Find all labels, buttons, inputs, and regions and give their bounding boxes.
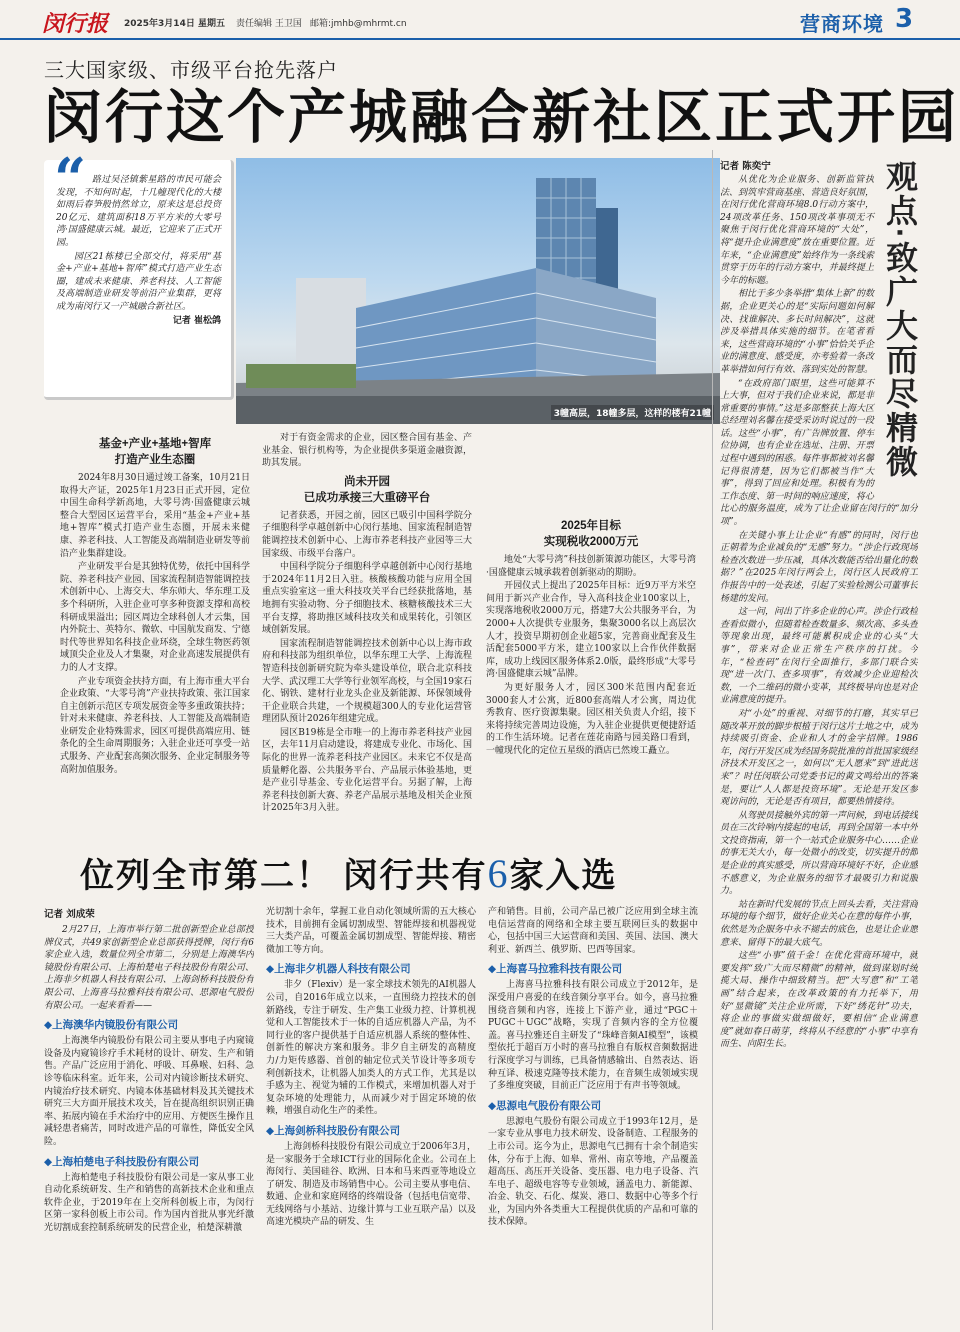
opinion-para: 这些“小事”值千金！在优化营商环境中，就要发挥“致广大而尽精微”的精神，做到谋划时统揽大局、操作中细致精当。把“大写意”和“工笔画”结合起来，在改革政策的有力托举下，用好“显微镜”关注企业所需，下好“绣花针”功夫，将企业的事做实做细做好，要相信“企业满意度”就如春日萌芽，终将从不经意的“小事”中享有而生、向阳生长。 — [720, 951, 918, 1050]
opinion-byline: 记者 陈奕宁 — [720, 161, 771, 172]
company-text: 上海柏楚电子科技股份有限公司是一家从事工业自动化系统研发、生产和销售的高新技术企业和重点软件企业，于2019年在上交所科创板上市，为闵行区第一家科创板上市公司。作为国内首批从事光纤激光切割成套控制系统研发的民营企业，柏楚深耕激 — [44, 1172, 254, 1233]
quote-icon: “ — [54, 146, 87, 212]
diamond-icon: ◆ — [266, 963, 275, 976]
company-text: 上海澳华内镜股份有限公司主要从事电子内窥镜设备及内窥镜诊疗手术耗材的设计、研发、生产和销售。产品广泛应用于消化、呼吸、耳鼻喉、妇科、急诊等临床科室。近年来，公司对内镜诊断技术研究、内镜治疗技术研究、内镜本体基础材料及其关键技术研究三大方面开展技术攻关，旨在提高组织识别正确率、拓展内镜在手术治疗中的应用、方便医生操作且减轻患者痛苦，同时改进产品的可靠性，降低安全风险。 — [44, 1036, 254, 1147]
story1-col1 — [60, 432, 250, 852]
diamond-icon: ◆ — [44, 1019, 53, 1032]
diamond-icon: ◆ — [488, 963, 497, 976]
story1-col2 — [262, 432, 472, 852]
body-para: 开园仪式上提出了2025年目标：近9万平方米空间用于新兴产业合作，导入高科技企业100家以上，实现落地税收2000万元，搭建7大公共服务平台，为2000+人次提供专业服务，集聚3000名以上高层次人才，投资早期初创企业超5家，完善商业配套及生活配套5000平方米，建立100家以上合作伙伴数据库，成功上线园区服务体系2.0版，最终形成“大零号湾·国盛健康云城”品牌。 — [486, 581, 696, 680]
lead-para: 路过吴泾镇紫星路的市民可能会发现，不知何时起，十几幢现代化的大楼如雨后春笋般悄然耸立，原来这是总投资20亿元、建筑面积18万平方米的大零号湾·国盛健康云城。最近，它迎来了正式开园。 — [56, 175, 221, 248]
story2-headline — [80, 852, 617, 898]
opinion-divider — [712, 150, 713, 1330]
col1-subhead: 基金+产业+基地+智库 打造产业生态圈 — [98, 438, 212, 466]
col2-subhead: 尚未开园 已成功承接三大重磅平台 — [303, 475, 431, 504]
story1-col3 — [486, 432, 696, 852]
story2-col3 — [488, 906, 698, 1332]
body-para: 国家流程制造智能调控技术创新中心以上海市政府和科技部为组织单位，以华东理工大学、上海流程智造科技创新研究院为牵头建设单位，联合北京科技大学、武汉理工大学等行业领军高校，与全国19家石化、钢铁、建材行业龙头企业及新能源、环保领域骨干企业联合共建，一个规模超300人的专业化运营管理团队预计2026年组建完成。 — [262, 638, 472, 725]
company-text: 上海喜马拉雅科技有限公司成立于2012年，是深受用户喜爱的在线音频分享平台。如今，喜马拉雅围绕音频和内容，连接上下游产业，通过“PGC＋PUGC＋UGC”战略，实现了音频内容的全方位覆盖。喜马拉雅还自主研发了“珠峰音频AI模型”，该模型依托于超百万小时的喜马拉雅自有版权音频数据进行深度学习与训练，已具备情感输出、自然表达、语种互译、极速克隆等技术能力，在音频生成领域实现了多维度突破，目前正广泛应用于有声书等领域。 — [488, 980, 698, 1092]
opinion-para: 在关键小事上让企业“有感”的同时，闵行也正朝着为企业减负的“无感”努力。“涉企行政现场检查次数进一步压减，具体次数能否给出量化的数据？”在2025年闵行两会上，闵行区人民政府工作报告中的一处表述，引起了实验检测公司董事长杨建的发问。 — [720, 530, 918, 604]
company-title: ◆上海喜马拉雅科技有限公司 — [488, 963, 623, 976]
masthead — [0, 0, 960, 40]
story1-headline: 闵行这个产城融合新社区正式开园 — [44, 85, 960, 150]
company-text: 思源电气股份有限公司成立于1993年12月，是一家专业从事电力技术研发、设备制造、工程服务的上市公司。迄今为止，思源电气已拥有十余个制造实体，分布于上海、如皋、常州、南京等地，产品覆盖超高压、高压开关设备、变压器、电力电子设备、汽车电子、超级电容等专业领域，涵盖电力、新能源、冶金、轨交、石化、煤炭、港口、数据中心等多个行业，为国内外各类重大工程提供优质的产品和可靠的技术保障。 — [488, 1116, 698, 1228]
company-text: 上海剑桥科技股份有限公司成立于2006年3月，是一家服务于全球ICT行业的国际化企业。公司在上海闵行、美国硅谷、欧洲、日本和马来西亚等地设立了研发、制造及市场销售中心。公司主要从事电信、数通、企业和家庭网络的终端设备（包括电信宽带、无线网络与小基站、边缘计算与工业互联产品）以及高速光模块产品的研发、生 — [266, 1141, 476, 1228]
company-title: ◆上海柏楚电子科技股份有限公司 — [44, 1155, 200, 1168]
opinion-text — [720, 174, 918, 1330]
body-para: 园区B19栋是全市唯一的上海市养老科技产业园区，去年11月启动建设，将建成专业化、市场化、国际化的世界一流养老科技产业园区。未来它不仅是高质量孵化器、公共服务平台、产品展示体验基地，更是产业引导基金、专业化运营平台。另据了解，上海养老科技创新大赛、养老产品展示基地及相关企业预计2025年3月入驻。 — [262, 727, 472, 814]
body-para: 为更好服务人才，园区300米范围内配套近3000套人才公寓，近800套高端人才公寓，周边优秀教育、医疗资源集聚。园区相关负责人介绍，接下来将持续完善周边设施，为入驻企业提供更便捷舒适的工作生活环境。记者在莲花南路与园美路口看到，一幢现代化的定位五星级的酒店已然竣工矗立。 — [486, 682, 696, 756]
col3-subhead: 2025年目标 实现税收2000万元 — [543, 520, 639, 548]
body-para: 产业专项资金扶持方面，有上海市重大平台企业政策、“大零号湾”产业扶持政策、张江国家自主创新示范区专项发展资金等多重政策扶持；针对未来健康、养老科技、人工智能及高端制造业研发企业特殊需求，园区可提供高端应用、链条化的全生命周期服务；入驻企业还可享受一站式服务、产业配套高频次服务、企业定制服务等高附加值服务。 — [60, 676, 250, 775]
story2-intro: 2月27日，上海市举行第二批创新型企业总部授牌仪式，共49家创新型企业总部获得授牌，闵行有6家企业入选，数量位列全市第二，分别是上海澳华内镜股份有限公司、上海柏楚电子科技股份有限公司、上海非夕机器人科技有限公司、上海剑桥科技股份有限公司、上海喜马拉雅科技有限公司、思源电气股份有限公司。一起来看看—— — [44, 925, 254, 1011]
company-title: ◆上海剑桥科技股份有限公司 — [266, 1124, 401, 1137]
company-title: ◆上海澳华内镜股份有限公司 — [44, 1019, 179, 1032]
section-name: 营商环境 — [800, 12, 884, 36]
opinion-para: 从驾驶员接触外宾的第一声问候，到电话接线员在三次铃响内接起的电话，再到全国第一本中外文投资指南，第一个一站式企业服务中心……企业的事无关大小，每一处微小的改变，切实提升的都是企业的真实感受，所以营商环境好不好，企业感不感意义，为企业服务的细节才最吸引力和说服力。 — [720, 810, 918, 897]
opinion-para: 对“小处”的重视、对细节的打磨，其实早已随改革开放的脚步根植于闵行这片土地之中，成为持续吸引资金、企业和人才的金字招牌。1986年，闵行开发区成为经国务院批准的首批国家级经济技术开发区之一，如何以“无人愿来”到“进此送来”？时任闵联公司党委书记的黄文鸣给出的答案是，要让“人人都是投资环境”。无论是开发区参观访问的，无论是否有项目，都要热情接待。 — [720, 708, 918, 808]
opinion-title: 观点·致广大而尽精微 — [882, 160, 918, 479]
story2-headline-num: 6 — [487, 851, 510, 896]
body-para: 中国科学院分子细胞科学卓越创新中心闵行基地于2024年11月2日入驻。核酸核酸功能与应用全国重点实验室这一重大科技攻关平台已经获批落地，基地拥有实验动物、分子细胞技术、核糖核酸技术三大平台支撑，将助推区域科技攻关和成果转化，引领区域创新发展。 — [262, 562, 472, 636]
date-line: 2025年3月14日 星期五 — [124, 19, 225, 29]
email-line: 邮箱:jmhb@mhrmt.cn — [310, 19, 407, 29]
lead-box — [44, 146, 234, 400]
body-para: 产业研发平台是其独特优势，依托中国科学院、养老科技产业园、国家流程制造智能调控技术创新中心、上海交大、华东师大、华东理工及多个科研所，入驻企业可享多种资源支撑和高校科研成果溢出；园区周边全球科创人才云集，国内外院士、英特尔、微软、中国航发商发、宁德时代等世界知名科技企业环绕，全球生物医药领域顶尖企业及人才集聚，对企业高速发展提供有力的人才支撑。 — [60, 562, 250, 673]
paper-logo: 闵行报 — [42, 11, 109, 37]
company-text-cont: 光切割十余年，掌握工业自动化领域所需的五大核心技术，目前拥有金属切割成型、智能焊接和机器视觉三大类产品，可覆盖金属切割成型、智能焊接、精密微加工等方向。 — [266, 907, 476, 955]
company-text: 非夕（Flexiv）是一家全球技术领先的AI机器人公司，自2016年成立以来，一直围绕力控技术的创新路线，专注于研发、生产集工业级力控、计算机视觉和人工智能技术于一体的自适应机器人产品，为不同行业的客户提供基于自适应机器人系统的整体性、创新性的解决方案和服务。非夕自主研发的高精度力/力矩传感器、首创的轴定位式关节设计等多项专利创新技术，让机器人加类人的方式工作，尤其是以手感为主、视觉为辅的工作模式，来增加机器人对于复杂环境的处理能力，从而减少对于固定环境的依赖，增强自动化生产的柔性。 — [266, 980, 476, 1117]
diamond-icon: ◆ — [266, 1124, 275, 1137]
story2-byline: 记者 刘成荣 — [44, 909, 95, 920]
building-illustration — [236, 158, 720, 424]
opinion-para: 站在新时代发展的节点上回头去看，关注营商环境的每个细节，做好企业关心在意的每件小事，依然是为企服务中永不褪去的底色，也是让企业愿意来、留得下的最大底气。 — [720, 899, 918, 948]
page-number: 3 — [895, 4, 914, 34]
editor-line: 责任编辑 王卫国 — [236, 19, 302, 29]
diamond-icon: ◆ — [488, 1099, 497, 1112]
story2-headline-pre: 位列全市第二！ 闵行共有 — [80, 857, 488, 895]
park-photo — [236, 158, 720, 424]
company-text-cont: 产和销售。目前，公司产品已被广泛应用到全球主流电信运营商的网络和全球主要互联网巨头的数据中心，包括中国三大运营商和美国、英国、法国、澳大利亚、新西兰、俄罗斯、巴西等国家。 — [488, 907, 698, 955]
opinion-para: 这一问，问出了许多企业的心声。涉企行政检查看似微小，但随着检查数量多、频次高、多头查等现象出现，最终可能累积成企业的心头“大事”，带来对企业正常生产秩序的打扰。今年，“检查码”在闵行全面推行，多部门联合实现“进一次门、查多项事”，有效减少企业迎检次数，一个二维码的微小变革，其终极导向也是对企业满意度的提升。 — [720, 607, 918, 706]
story2-headline-post: 家入选 — [509, 857, 618, 895]
story2-col2 — [266, 906, 476, 1332]
opinion-para: 相比于多少条举措“集体上新”的数据，企业更关心的是“实际问题如何解决、找谁解决、多长时间解决”，这就涉及举措具体实施的细节。在笔者看来，这些营商环境的“小事”恰恰关乎企业的满意度、感受度，亦考验着一条改革举措如何行有效、落到实处的智慧。 — [720, 289, 874, 375]
opinion-para: “在政府部门眼里，这些可能算不上大事，但对于我们企业来说，都是非常重要的事情。”这是多部整获上海大区总经理刘名馨在接受采访时说过的一段话。这些“小事”，有广告牌放置、停车位协调，也有企业在选址、注册、开票过程中遇到的困惑。每件事都被刘名馨记得很清楚，因为它们都被当作“大事”，得到了回应和处理。积极有为的工作态度、第一时间的响应速度，将心比心的服务温度，成为了让企业留在闵行的“加分项”。 — [720, 378, 918, 528]
story2-col1 — [44, 906, 254, 1332]
opinion-para: 从优化为企业服务、创新监管执法、到筑牢营商基座、营造良好氛围，在闵行优化营商环境8.0行动方案中，24项改革任务、150项改革事项无不聚焦于闵行优化营商环境的“大处”，将“提升企业满意度”放在重要位置。近年来，“企业满意度”始终作为一条线索贯穿于历年的行动方案中，并最终提上今年的标题。 — [720, 175, 874, 286]
body-para: 对于有资金需求的企业，园区整合国有基金、产业基金、银行机构等，为企业提供多渠道金融资源，助其发展。 — [262, 433, 472, 469]
body-para: 2024年8月30日通过竣工备案，10月21日取得大产证，2025年1月23日正式开园，定位中国生命科学新高地，大零号湾·国盛健康云城整合大型园区运营平台，采用“基金+产业+基地+智库”模式打造产业生态圈，开展未来健康、养老科技、人工智能及高端制造业研发等前沿产业集群建设。 — [60, 473, 250, 559]
lead-byline: 记者 崔松鸽 — [172, 315, 221, 326]
body-para: 记者获悉，开园之前，园区已吸引中国科学院分子细胞科学卓越创新中心闵行基地、国家流程制造智能调控技术创新中心、上海市养老科技产业园等三大国家级、市级平台落户。 — [262, 510, 472, 559]
company-title: ◆思源电气股份有限公司 — [488, 1099, 602, 1112]
diamond-icon: ◆ — [44, 1155, 53, 1168]
story1-kicker: 三大国家级、市级平台抢先落户 — [44, 58, 338, 82]
photo-caption: 3幢高层，18幢多层，这样的楼有21幢 — [551, 405, 714, 420]
body-para: 地处“大零号湾”科技创新策源功能区，大零号湾·国盛健康云城承载着创新驱动的期盼。 — [486, 555, 696, 578]
lead-para: 园区21栋楼已全部交付，将采用“基金+产业+基地+智库”模式打造产业生态圈，建成未来健康、养老科技、人工智能及高端制造业研发等前沿产业集群，更将成为南闵行又一产城融合新社区。 — [56, 251, 221, 312]
company-title: ◆上海非夕机器人科技有限公司 — [266, 963, 411, 976]
